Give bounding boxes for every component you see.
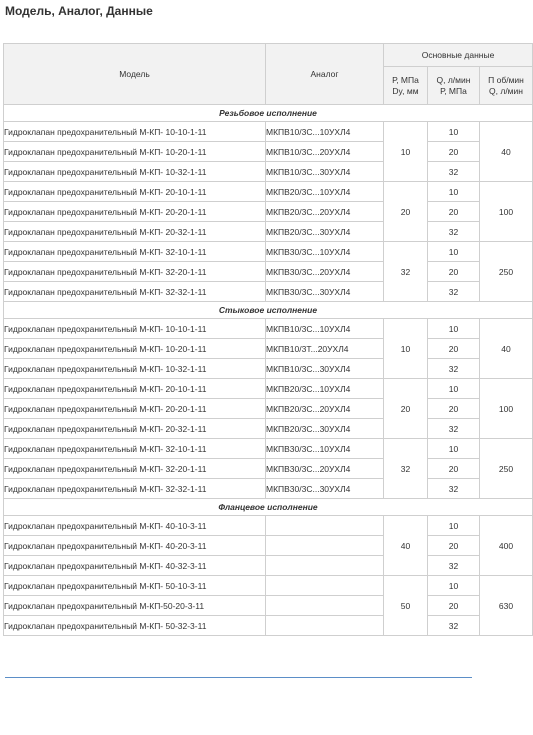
table-row	[4, 319, 533, 339]
flow-cell: 20	[428, 596, 480, 616]
model-cell: Гидроклапан предохранительный М-КП- 50-10-3-11	[4, 576, 266, 596]
speed-cell: 40	[480, 319, 533, 379]
model-cell: Гидроклапан предохранительный М-КП- 40-10-3-11	[4, 516, 266, 536]
model-cell: Гидроклапан предохранительный М-КП- 20-20-1-11	[4, 399, 266, 419]
header-speed-flow	[480, 67, 533, 105]
pressure-dy-cell: 32	[384, 242, 428, 302]
table-row	[4, 202, 533, 222]
table-row	[4, 242, 533, 262]
speed-cell: 100	[480, 379, 533, 439]
analog-cell: МКПВ20/3С...10УХЛ4	[266, 182, 384, 202]
pressure-dy-cell: 10	[384, 122, 428, 182]
model-cell: Гидроклапан предохранительный М-КП- 50-32-3-11	[4, 616, 266, 636]
flow-cell: 32	[428, 282, 480, 302]
analog-cell: МКПВ10/3С...30УХЛ4	[266, 359, 384, 379]
flow-cell: 10	[428, 516, 480, 536]
speed-cell: 250	[480, 242, 533, 302]
section-header-row	[4, 499, 533, 516]
table-row	[4, 516, 533, 536]
table-row	[4, 459, 533, 479]
header-speed-line2: Q, л/мин	[489, 85, 523, 96]
pressure-dy-cell: 10	[384, 319, 428, 379]
header-analog: Аналог	[266, 44, 384, 105]
flow-cell: 20	[428, 459, 480, 479]
table-body	[4, 105, 533, 636]
speed-cell: 40	[480, 122, 533, 182]
pressure-dy-cell: 32	[384, 439, 428, 499]
table-row	[4, 122, 533, 142]
table-row	[4, 262, 533, 282]
analog-cell: МКПВ10/3С...10УХЛ4	[266, 319, 384, 339]
model-cell: Гидроклапан предохранительный М-КП- 32-32-1-11	[4, 282, 266, 302]
table-row	[4, 142, 533, 162]
pressure-dy-cell: 50	[384, 576, 428, 636]
analog-cell: МКПВ20/3С...30УХЛ4	[266, 419, 384, 439]
table-row	[4, 419, 533, 439]
flow-cell: 32	[428, 479, 480, 499]
analog-cell: МКПВ30/3С...20УХЛ4	[266, 459, 384, 479]
model-cell: Гидроклапан предохранительный М-КП-50-20-3-11	[4, 596, 266, 616]
table-row	[4, 182, 533, 202]
pressure-dy-cell: 20	[384, 182, 428, 242]
flow-cell: 10	[428, 122, 480, 142]
flow-cell: 32	[428, 162, 480, 182]
analog-cell: МКПВ10/3С...30УХЛ4	[266, 162, 384, 182]
flow-cell: 32	[428, 359, 480, 379]
flow-cell: 10	[428, 439, 480, 459]
analog-cell: МКПВ20/3С...10УХЛ4	[266, 379, 384, 399]
analog-cell: МКПВ10/3С...20УХЛ4	[266, 142, 384, 162]
header-flow-pressure	[428, 67, 480, 105]
flow-cell: 10	[428, 379, 480, 399]
flow-cell: 32	[428, 616, 480, 636]
model-cell: Гидроклапан предохранительный М-КП- 32-32-1-11	[4, 479, 266, 499]
flow-cell: 20	[428, 142, 480, 162]
model-cell: Гидроклапан предохранительный М-КП- 10-32-1-11	[4, 162, 266, 182]
section-title: Стыковое исполнение	[4, 302, 533, 319]
section-title: Фланцевое исполнение	[4, 499, 533, 516]
flow-cell: 32	[428, 222, 480, 242]
page-title: Модель, Аналог, Данные	[5, 4, 153, 18]
model-cell: Гидроклапан предохранительный М-КП- 20-32-1-11	[4, 419, 266, 439]
divider-line	[5, 677, 472, 678]
model-cell: Гидроклапан предохранительный М-КП- 32-10-1-11	[4, 439, 266, 459]
analog-cell: МКПВ30/3С...30УХЛ4	[266, 479, 384, 499]
analog-cell: МКПВ20/3С...20УХЛ4	[266, 202, 384, 222]
model-cell: Гидроклапан предохранительный М-КП- 10-20-1-11	[4, 339, 266, 359]
header-flow-line1: Q, л/мин	[436, 74, 471, 85]
flow-cell: 20	[428, 339, 480, 359]
table-row	[4, 399, 533, 419]
flow-cell: 20	[428, 536, 480, 556]
model-cell: Гидроклапан предохранительный М-КП- 20-10-1-11	[4, 379, 266, 399]
section-header-row	[4, 105, 533, 122]
table-row	[4, 536, 533, 556]
analog-cell: МКПВ30/3С...20УХЛ4	[266, 262, 384, 282]
table-row	[4, 616, 533, 636]
table-row	[4, 556, 533, 576]
table-row	[4, 439, 533, 459]
analog-cell	[266, 596, 384, 616]
flow-cell: 10	[428, 576, 480, 596]
flow-cell: 10	[428, 319, 480, 339]
model-cell: Гидроклапан предохранительный М-КП- 10-10-1-11	[4, 122, 266, 142]
model-cell: Гидроклапан предохранительный М-КП- 10-32-1-11	[4, 359, 266, 379]
analog-cell: МКПВ30/3С...30УХЛ4	[266, 282, 384, 302]
pressure-dy-cell: 20	[384, 379, 428, 439]
speed-cell: 630	[480, 576, 533, 636]
table-row	[4, 339, 533, 359]
analog-cell	[266, 556, 384, 576]
section-header-row	[4, 302, 533, 319]
header-pressure-line2: Dy, мм	[392, 85, 419, 96]
table-row	[4, 379, 533, 399]
header-model: Модель	[4, 44, 266, 105]
analog-cell	[266, 516, 384, 536]
analog-cell: МКПВ30/3С...10УХЛ4	[266, 439, 384, 459]
table-row	[4, 222, 533, 242]
analog-cell	[266, 576, 384, 596]
header-pressure-line1: Р, МПа	[392, 74, 419, 85]
flow-cell: 32	[428, 556, 480, 576]
model-cell: Гидроклапан предохранительный М-КП- 32-10-1-11	[4, 242, 266, 262]
flow-cell: 10	[428, 182, 480, 202]
speed-cell: 250	[480, 439, 533, 499]
flow-cell: 32	[428, 419, 480, 439]
model-cell: Гидроклапан предохранительный М-КП- 40-20-3-11	[4, 536, 266, 556]
speed-cell: 400	[480, 516, 533, 576]
analog-cell: МКПВ20/3С...30УХЛ4	[266, 222, 384, 242]
flow-cell: 20	[428, 399, 480, 419]
table-row	[4, 576, 533, 596]
table-row	[4, 479, 533, 499]
model-cell: Гидроклапан предохранительный М-КП- 10-20-1-11	[4, 142, 266, 162]
table-row	[4, 162, 533, 182]
model-cell: Гидроклапан предохранительный М-КП- 20-32-1-11	[4, 222, 266, 242]
analog-cell	[266, 536, 384, 556]
model-cell: Гидроклапан предохранительный М-КП- 20-20-1-11	[4, 202, 266, 222]
speed-cell: 100	[480, 182, 533, 242]
table-row	[4, 282, 533, 302]
model-cell: Гидроклапан предохранительный М-КП- 40-32-3-11	[4, 556, 266, 576]
header-main-data: Основные данные	[384, 44, 533, 67]
model-cell: Гидроклапан предохранительный М-КП- 32-20-1-11	[4, 262, 266, 282]
pressure-dy-cell: 40	[384, 516, 428, 576]
analog-cell: МКПВ10/3Т...20УХЛ4	[266, 339, 384, 359]
analog-cell: МКПВ10/3С...10УХЛ4	[266, 122, 384, 142]
header-speed-line1: П об/мин	[488, 74, 524, 85]
flow-cell: 20	[428, 262, 480, 282]
analog-cell	[266, 616, 384, 636]
spec-table	[3, 43, 533, 636]
analog-cell: МКПВ30/3С...10УХЛ4	[266, 242, 384, 262]
table-row	[4, 596, 533, 616]
header-flow-line2: Р, МПа	[440, 85, 467, 96]
model-cell: Гидроклапан предохранительный М-КП- 20-10-1-11	[4, 182, 266, 202]
table-row	[4, 359, 533, 379]
analog-cell: МКПВ20/3С...20УХЛ4	[266, 399, 384, 419]
section-title: Резьбовое исполнение	[4, 105, 533, 122]
flow-cell: 10	[428, 242, 480, 262]
header-pressure-dy	[384, 67, 428, 105]
flow-cell: 20	[428, 202, 480, 222]
model-cell: Гидроклапан предохранительный М-КП- 10-10-1-11	[4, 319, 266, 339]
model-cell: Гидроклапан предохранительный М-КП- 32-20-1-11	[4, 459, 266, 479]
